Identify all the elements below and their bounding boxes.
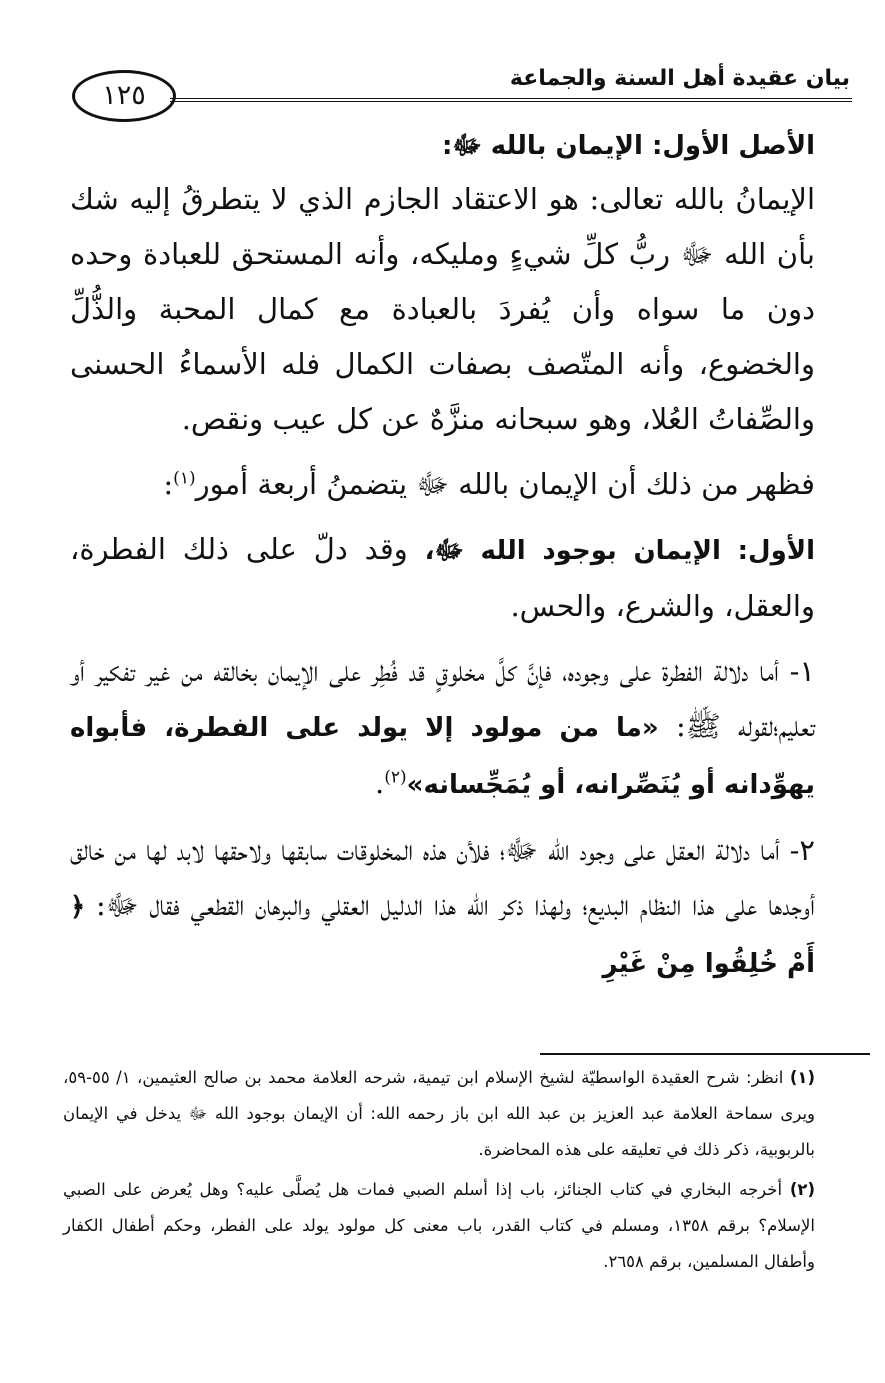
footnote-1 <box>63 1060 815 1168</box>
footnote-1-marker: (١) <box>789 1068 815 1087</box>
running-title: بيان عقيدة أهل السنة والجماعة <box>509 66 850 91</box>
paragraph-four-matters <box>70 457 815 512</box>
quran-verse: ﴿ أَمْ خُلِقُوا مِنْ غَيْرِ <box>70 892 815 979</box>
footnote-2 <box>63 1172 815 1280</box>
footnotes <box>63 1060 815 1284</box>
fitrah-text: ١- أما دلالة الفطرة على وجوده، فإنَّ كلَّ مخلوقٍ قد فُطِر على الإيمان بخالقه من غير تفكير أو تعليم؛لقوله ﷺ: <box>70 654 816 743</box>
header-rule <box>170 98 852 104</box>
paragraph-first-matter <box>70 522 815 634</box>
fitrah-end: . <box>375 766 385 800</box>
hadith-quote: «ما من مولود إلا يولد على الفطرة، فأبواه يهوِّدانه أو يُنَصِّرانه، أو يُمَجِّسانه» <box>70 713 815 800</box>
body-text <box>70 120 815 992</box>
page-header <box>72 62 852 122</box>
footnote-2-text: أخرجه البخاري في كتاب الجنائز، باب إذا أسلم الصبي فمات هل يُصلَّى عليه؟ وهل يُعرض على الصبي الإسلام؟ برقم ١٣٥٨، ومسلم في كتاب القدر، باب معنى كل مولود يولد على الفطر، وحكم أطفال الكفار وأطفال المسلمين، برقم ٢٦٥٨. <box>63 1180 815 1271</box>
footnote-ref-1[interactable]: (١) <box>173 468 196 489</box>
four-matters-end: : <box>163 467 174 501</box>
first-matter-text: وقد دلّ على ذلك الفطرة، والعقل، والشرع، والحس. <box>70 532 815 623</box>
reason-text: ٢- أما دلالة العقل على وجود الله ﷻ؛ فلأن هذه المخلوقات سابقها ولاحقها لابد لها من خالق أوجدها على هذا النظام البديع؛ ولهذا ذكر الله هذا الدليل العقلي والبرهان القطعي فقال ﷻ: <box>70 833 815 922</box>
paragraph-reason <box>70 823 815 992</box>
page-number: ١٢٥ <box>72 70 176 122</box>
paragraph-definition: الإيمانُ بالله تعالى: هو الاعتقاد الجازم الذي لا يتطرقُ إليه شك بأن الله ﷻ ربُّ كلِّ شيءٍ ومليكه، وأنه المستحق للعبادة وحده دون ما سواه وأن يُفردَ بالعبادة مع كمال المحبة والذُّلِّ والخضوع، وأنه المتّصف بصفات الكمال فله الأسماءُ الحسنى والصِّفاتُ العُلا، وهو سبحانه منزَّهٌ عن كل عيب ونقص. <box>70 182 815 436</box>
four-matters-text: فظهر من ذلك أن الإيمان بالله ﷻ يتضمنُ أربعة أمور <box>195 467 815 501</box>
section-heading: الأصل الأول: الإيمان بالله ﷻ: <box>441 131 815 161</box>
footnote-2-marker: (٢) <box>789 1180 815 1199</box>
paragraph-fitrah <box>70 644 815 813</box>
footnote-ref-2[interactable]: (٢) <box>384 767 407 788</box>
footnote-1-text: انظر: شرح العقيدة الواسطيّة لشيخ الإسلام ابن تيمية، شرحه العلامة محمد بن صالح العثيمين، ١/ ٥٥-٥٩، ويرى سماحة العلامة عبد العزيز بن عبد الله ابن باز رحمه الله: أن الإيمان بوجود الله ﷻ يدخل في الإيمان بالربوبية، ذكر ذلك في تعليقه على هذه المحاضرة. <box>63 1068 815 1159</box>
footnote-separator <box>540 1053 870 1055</box>
first-matter-label: الأول: الإيمان بوجود الله ﷻ، <box>424 536 815 566</box>
